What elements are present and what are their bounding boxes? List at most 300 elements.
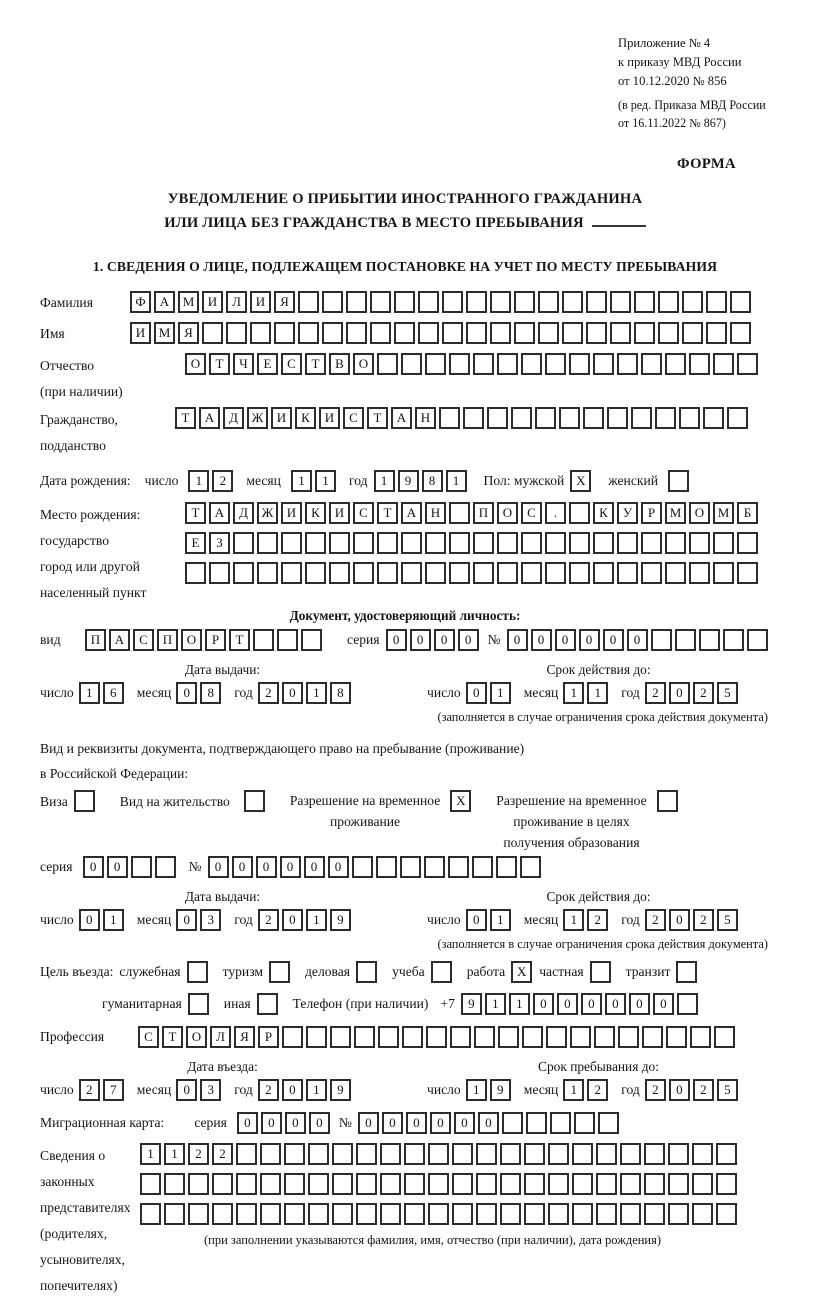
char-cell[interactable]: О	[181, 629, 202, 651]
char-cell[interactable]	[233, 532, 254, 554]
char-cell[interactable]	[522, 1026, 543, 1048]
char-cell[interactable]	[140, 1173, 161, 1195]
char-cell[interactable]: 2	[645, 909, 666, 931]
char-cell[interactable]: М	[713, 502, 734, 524]
char-cell[interactable]: 8	[330, 682, 351, 704]
char-cell[interactable]	[257, 562, 278, 584]
char-cell[interactable]	[682, 291, 703, 313]
char-cell[interactable]: А	[401, 502, 422, 524]
char-cell[interactable]	[500, 1173, 521, 1195]
char-cell[interactable]: 1	[587, 682, 608, 704]
char-cell[interactable]	[74, 790, 95, 812]
char-cell[interactable]	[689, 532, 710, 554]
char-cell[interactable]	[442, 291, 463, 313]
char-cell[interactable]	[545, 562, 566, 584]
char-cell[interactable]: Т	[305, 353, 326, 375]
char-cell[interactable]	[308, 1203, 329, 1225]
char-cell[interactable]	[452, 1143, 473, 1165]
char-cell[interactable]: 1	[140, 1143, 161, 1165]
char-cell[interactable]	[666, 1026, 687, 1048]
char-cell[interactable]: 0	[261, 1112, 282, 1134]
char-cell[interactable]	[476, 1203, 497, 1225]
char-cell[interactable]	[284, 1143, 305, 1165]
char-cell[interactable]	[244, 790, 265, 812]
char-cell[interactable]: X	[450, 790, 471, 812]
char-cell[interactable]	[472, 856, 493, 878]
char-cell[interactable]: 1	[446, 470, 467, 492]
char-cell[interactable]	[668, 1203, 689, 1225]
char-cell[interactable]	[322, 291, 343, 313]
char-cell[interactable]	[631, 407, 652, 429]
char-cell[interactable]: 0	[232, 856, 253, 878]
char-cell[interactable]	[713, 532, 734, 554]
char-cell[interactable]	[439, 407, 460, 429]
char-cell[interactable]	[282, 1026, 303, 1048]
char-cell[interactable]: 2	[645, 1079, 666, 1101]
char-cell[interactable]	[550, 1112, 571, 1134]
char-cell[interactable]	[476, 1143, 497, 1165]
char-cell[interactable]	[618, 1026, 639, 1048]
char-cell[interactable]: 0	[285, 1112, 306, 1134]
char-cell[interactable]	[572, 1143, 593, 1165]
char-cell[interactable]	[641, 353, 662, 375]
char-cell[interactable]	[301, 629, 322, 651]
char-cell[interactable]: 0	[454, 1112, 475, 1134]
char-cell[interactable]	[425, 353, 446, 375]
char-cell[interactable]: Т	[377, 502, 398, 524]
char-cell[interactable]	[281, 562, 302, 584]
char-cell[interactable]	[370, 322, 391, 344]
char-cell[interactable]	[562, 291, 583, 313]
char-cell[interactable]: 0	[531, 629, 552, 651]
char-cell[interactable]	[610, 322, 631, 344]
char-cell[interactable]: 0	[208, 856, 229, 878]
char-cell[interactable]: С	[281, 353, 302, 375]
char-cell[interactable]: Р	[258, 1026, 279, 1048]
char-cell[interactable]	[376, 856, 397, 878]
char-cell[interactable]	[675, 629, 696, 651]
char-cell[interactable]	[546, 1026, 567, 1048]
char-cell[interactable]	[521, 532, 542, 554]
char-cell[interactable]: 0	[466, 682, 487, 704]
char-cell[interactable]: 0	[304, 856, 325, 878]
char-cell[interactable]	[424, 856, 445, 878]
char-cell[interactable]	[583, 407, 604, 429]
char-cell[interactable]: 2	[258, 682, 279, 704]
char-cell[interactable]	[185, 562, 206, 584]
char-cell[interactable]: И	[329, 502, 350, 524]
char-cell[interactable]: Л	[210, 1026, 231, 1048]
char-cell[interactable]	[689, 353, 710, 375]
char-cell[interactable]: И	[319, 407, 340, 429]
char-cell[interactable]: К	[593, 502, 614, 524]
char-cell[interactable]: 0	[669, 909, 690, 931]
char-cell[interactable]: М	[665, 502, 686, 524]
char-cell[interactable]	[665, 353, 686, 375]
char-cell[interactable]	[658, 322, 679, 344]
char-cell[interactable]	[329, 532, 350, 554]
char-cell[interactable]	[514, 322, 535, 344]
char-cell[interactable]	[404, 1203, 425, 1225]
char-cell[interactable]: 5	[717, 909, 738, 931]
char-cell[interactable]: О	[185, 353, 206, 375]
char-cell[interactable]	[428, 1173, 449, 1195]
char-cell[interactable]: 7	[103, 1079, 124, 1101]
char-cell[interactable]	[665, 562, 686, 584]
char-cell[interactable]	[377, 353, 398, 375]
char-cell[interactable]: 1	[374, 470, 395, 492]
char-cell[interactable]	[476, 1173, 497, 1195]
char-cell[interactable]	[538, 322, 559, 344]
char-cell[interactable]	[236, 1173, 257, 1195]
char-cell[interactable]: 2	[258, 909, 279, 931]
char-cell[interactable]	[260, 1173, 281, 1195]
char-cell[interactable]: Р	[641, 502, 662, 524]
char-cell[interactable]	[277, 629, 298, 651]
char-cell[interactable]	[250, 322, 271, 344]
char-cell[interactable]	[521, 353, 542, 375]
char-cell[interactable]	[164, 1173, 185, 1195]
char-cell[interactable]: Я	[234, 1026, 255, 1048]
char-cell[interactable]: Р	[205, 629, 226, 651]
char-cell[interactable]	[332, 1173, 353, 1195]
char-cell[interactable]: 9	[330, 1079, 351, 1101]
char-cell[interactable]	[617, 532, 638, 554]
char-cell[interactable]: О	[497, 502, 518, 524]
char-cell[interactable]	[641, 532, 662, 554]
char-cell[interactable]	[308, 1143, 329, 1165]
char-cell[interactable]	[570, 1026, 591, 1048]
char-cell[interactable]	[524, 1173, 545, 1195]
char-cell[interactable]: 1	[306, 1079, 327, 1101]
char-cell[interactable]	[353, 532, 374, 554]
char-cell[interactable]	[346, 291, 367, 313]
char-cell[interactable]	[257, 532, 278, 554]
char-cell[interactable]	[356, 1203, 377, 1225]
char-cell[interactable]	[305, 562, 326, 584]
char-cell[interactable]: С	[353, 502, 374, 524]
char-cell[interactable]	[569, 353, 590, 375]
char-cell[interactable]	[474, 1026, 495, 1048]
char-cell[interactable]: 8	[200, 682, 221, 704]
char-cell[interactable]: 5	[717, 682, 738, 704]
char-cell[interactable]	[737, 562, 758, 584]
char-cell[interactable]: X	[511, 961, 532, 983]
char-cell[interactable]: Е	[257, 353, 278, 375]
char-cell[interactable]: 1	[306, 909, 327, 931]
char-cell[interactable]	[586, 322, 607, 344]
char-cell[interactable]	[418, 291, 439, 313]
char-cell[interactable]: 0	[176, 682, 197, 704]
char-cell[interactable]	[164, 1203, 185, 1225]
char-cell[interactable]	[428, 1143, 449, 1165]
char-cell[interactable]	[212, 1173, 233, 1195]
char-cell[interactable]	[677, 993, 698, 1015]
char-cell[interactable]	[332, 1203, 353, 1225]
char-cell[interactable]	[569, 562, 590, 584]
char-cell[interactable]	[593, 353, 614, 375]
char-cell[interactable]: 9	[490, 1079, 511, 1101]
char-cell[interactable]	[690, 1026, 711, 1048]
char-cell[interactable]: Б	[737, 502, 758, 524]
char-cell[interactable]	[269, 961, 290, 983]
char-cell[interactable]	[354, 1026, 375, 1048]
char-cell[interactable]: Т	[229, 629, 250, 651]
char-cell[interactable]: Ф	[130, 291, 151, 313]
char-cell[interactable]	[449, 353, 470, 375]
char-cell[interactable]	[463, 407, 484, 429]
char-cell[interactable]: С	[343, 407, 364, 429]
char-cell[interactable]: 2	[587, 909, 608, 931]
char-cell[interactable]: О	[186, 1026, 207, 1048]
char-cell[interactable]: 1	[490, 909, 511, 931]
char-cell[interactable]	[431, 961, 452, 983]
char-cell[interactable]: 0	[83, 856, 104, 878]
char-cell[interactable]	[425, 562, 446, 584]
char-cell[interactable]	[233, 562, 254, 584]
char-cell[interactable]: 2	[693, 1079, 714, 1101]
char-cell[interactable]: 0	[627, 629, 648, 651]
char-cell[interactable]	[747, 629, 768, 651]
char-cell[interactable]: 2	[587, 1079, 608, 1101]
char-cell[interactable]	[593, 562, 614, 584]
char-cell[interactable]	[574, 1112, 595, 1134]
char-cell[interactable]	[657, 790, 678, 812]
char-cell[interactable]	[596, 1143, 617, 1165]
char-cell[interactable]	[634, 291, 655, 313]
char-cell[interactable]	[548, 1173, 569, 1195]
char-cell[interactable]: С	[138, 1026, 159, 1048]
char-cell[interactable]	[298, 322, 319, 344]
char-cell[interactable]	[496, 856, 517, 878]
char-cell[interactable]	[449, 562, 470, 584]
char-cell[interactable]	[380, 1203, 401, 1225]
char-cell[interactable]	[352, 856, 373, 878]
char-cell[interactable]: 0	[458, 629, 479, 651]
char-cell[interactable]	[226, 322, 247, 344]
char-cell[interactable]	[502, 1112, 523, 1134]
char-cell[interactable]	[404, 1143, 425, 1165]
char-cell[interactable]	[284, 1203, 305, 1225]
char-cell[interactable]: 0	[430, 1112, 451, 1134]
char-cell[interactable]	[730, 291, 751, 313]
char-cell[interactable]: 0	[603, 629, 624, 651]
char-cell[interactable]: Л	[226, 291, 247, 313]
char-cell[interactable]: 0	[533, 993, 554, 1015]
char-cell[interactable]	[692, 1143, 713, 1165]
char-cell[interactable]	[188, 1203, 209, 1225]
char-cell[interactable]: 0	[237, 1112, 258, 1134]
char-cell[interactable]	[394, 291, 415, 313]
char-cell[interactable]: 0	[669, 682, 690, 704]
char-cell[interactable]: 0	[653, 993, 674, 1015]
char-cell[interactable]: 0	[386, 629, 407, 651]
char-cell[interactable]	[737, 353, 758, 375]
char-cell[interactable]: 0	[669, 1079, 690, 1101]
char-cell[interactable]: 0	[107, 856, 128, 878]
char-cell[interactable]	[257, 993, 278, 1015]
char-cell[interactable]: 9	[398, 470, 419, 492]
char-cell[interactable]: А	[391, 407, 412, 429]
char-cell[interactable]: 0	[328, 856, 349, 878]
char-cell[interactable]: Т	[209, 353, 230, 375]
char-cell[interactable]	[473, 562, 494, 584]
char-cell[interactable]: А	[209, 502, 230, 524]
char-cell[interactable]	[500, 1203, 521, 1225]
char-cell[interactable]: 0	[176, 1079, 197, 1101]
char-cell[interactable]: К	[305, 502, 326, 524]
char-cell[interactable]: 1	[315, 470, 336, 492]
char-cell[interactable]	[209, 562, 230, 584]
char-cell[interactable]: 0	[581, 993, 602, 1015]
char-cell[interactable]	[651, 629, 672, 651]
char-cell[interactable]	[620, 1203, 641, 1225]
char-cell[interactable]: 2	[645, 682, 666, 704]
char-cell[interactable]: Ж	[257, 502, 278, 524]
char-cell[interactable]: А	[109, 629, 130, 651]
char-cell[interactable]	[562, 322, 583, 344]
char-cell[interactable]: О	[689, 502, 710, 524]
char-cell[interactable]	[346, 322, 367, 344]
char-cell[interactable]	[620, 1143, 641, 1165]
char-cell[interactable]: К	[295, 407, 316, 429]
char-cell[interactable]	[658, 291, 679, 313]
char-cell[interactable]: Я	[178, 322, 199, 344]
char-cell[interactable]	[526, 1112, 547, 1134]
char-cell[interactable]	[548, 1143, 569, 1165]
char-cell[interactable]	[298, 291, 319, 313]
char-cell[interactable]: .	[545, 502, 566, 524]
char-cell[interactable]	[596, 1173, 617, 1195]
char-cell[interactable]	[450, 1026, 471, 1048]
char-cell[interactable]: 8	[422, 470, 443, 492]
char-cell[interactable]: 0	[406, 1112, 427, 1134]
char-cell[interactable]	[593, 532, 614, 554]
char-cell[interactable]: 3	[200, 909, 221, 931]
char-cell[interactable]: 0	[507, 629, 528, 651]
char-cell[interactable]: 0	[358, 1112, 379, 1134]
char-cell[interactable]	[497, 562, 518, 584]
char-cell[interactable]: Д	[233, 502, 254, 524]
char-cell[interactable]: Т	[367, 407, 388, 429]
char-cell[interactable]	[236, 1203, 257, 1225]
char-cell[interactable]	[418, 322, 439, 344]
char-cell[interactable]	[332, 1143, 353, 1165]
char-cell[interactable]	[394, 322, 415, 344]
char-cell[interactable]: Е	[185, 532, 206, 554]
char-cell[interactable]	[668, 1173, 689, 1195]
char-cell[interactable]	[596, 1203, 617, 1225]
char-cell[interactable]: 2	[258, 1079, 279, 1101]
char-cell[interactable]	[402, 1026, 423, 1048]
char-cell[interactable]: 6	[103, 682, 124, 704]
char-cell[interactable]	[380, 1143, 401, 1165]
char-cell[interactable]: 2	[212, 1143, 233, 1165]
char-cell[interactable]: 0	[605, 993, 626, 1015]
char-cell[interactable]	[497, 532, 518, 554]
char-cell[interactable]	[378, 1026, 399, 1048]
char-cell[interactable]	[535, 407, 556, 429]
char-cell[interactable]	[140, 1203, 161, 1225]
char-cell[interactable]	[353, 562, 374, 584]
char-cell[interactable]	[598, 1112, 619, 1134]
char-cell[interactable]: И	[281, 502, 302, 524]
char-cell[interactable]: 1	[188, 470, 209, 492]
char-cell[interactable]: 2	[212, 470, 233, 492]
char-cell[interactable]	[692, 1203, 713, 1225]
char-cell[interactable]	[449, 532, 470, 554]
char-cell[interactable]: И	[271, 407, 292, 429]
char-cell[interactable]	[490, 322, 511, 344]
char-cell[interactable]	[473, 532, 494, 554]
char-cell[interactable]	[155, 856, 176, 878]
char-cell[interactable]: 3	[200, 1079, 221, 1101]
char-cell[interactable]	[274, 322, 295, 344]
char-cell[interactable]: У	[617, 502, 638, 524]
char-cell[interactable]	[428, 1203, 449, 1225]
char-cell[interactable]	[500, 1143, 521, 1165]
char-cell[interactable]	[644, 1203, 665, 1225]
char-cell[interactable]	[426, 1026, 447, 1048]
char-cell[interactable]	[425, 532, 446, 554]
char-cell[interactable]	[322, 322, 343, 344]
char-cell[interactable]	[514, 291, 535, 313]
char-cell[interactable]: 2	[693, 909, 714, 931]
char-cell[interactable]	[713, 353, 734, 375]
char-cell[interactable]	[490, 291, 511, 313]
char-cell[interactable]: X	[570, 470, 591, 492]
char-cell[interactable]: 1	[164, 1143, 185, 1165]
char-cell[interactable]	[260, 1203, 281, 1225]
char-cell[interactable]	[284, 1173, 305, 1195]
char-cell[interactable]	[187, 961, 208, 983]
char-cell[interactable]	[524, 1143, 545, 1165]
char-cell[interactable]	[655, 407, 676, 429]
char-cell[interactable]: 0	[555, 629, 576, 651]
char-cell[interactable]	[617, 562, 638, 584]
char-cell[interactable]	[737, 532, 758, 554]
char-cell[interactable]: 0	[410, 629, 431, 651]
char-cell[interactable]	[498, 1026, 519, 1048]
char-cell[interactable]: М	[154, 322, 175, 344]
char-cell[interactable]	[644, 1143, 665, 1165]
char-cell[interactable]: 0	[176, 909, 197, 931]
char-cell[interactable]	[452, 1173, 473, 1195]
char-cell[interactable]	[642, 1026, 663, 1048]
char-cell[interactable]	[466, 322, 487, 344]
char-cell[interactable]: 0	[382, 1112, 403, 1134]
char-cell[interactable]	[400, 856, 421, 878]
char-cell[interactable]	[281, 532, 302, 554]
char-cell[interactable]: 0	[256, 856, 277, 878]
char-cell[interactable]	[487, 407, 508, 429]
char-cell[interactable]: А	[199, 407, 220, 429]
char-cell[interactable]	[699, 629, 720, 651]
char-cell[interactable]: П	[85, 629, 106, 651]
char-cell[interactable]: Н	[415, 407, 436, 429]
char-cell[interactable]	[188, 1173, 209, 1195]
char-cell[interactable]: Т	[185, 502, 206, 524]
char-cell[interactable]	[703, 407, 724, 429]
char-cell[interactable]	[442, 322, 463, 344]
char-cell[interactable]	[466, 291, 487, 313]
char-cell[interactable]	[380, 1173, 401, 1195]
char-cell[interactable]	[594, 1026, 615, 1048]
char-cell[interactable]	[679, 407, 700, 429]
char-cell[interactable]: М	[178, 291, 199, 313]
char-cell[interactable]	[538, 291, 559, 313]
char-cell[interactable]: 0	[434, 629, 455, 651]
